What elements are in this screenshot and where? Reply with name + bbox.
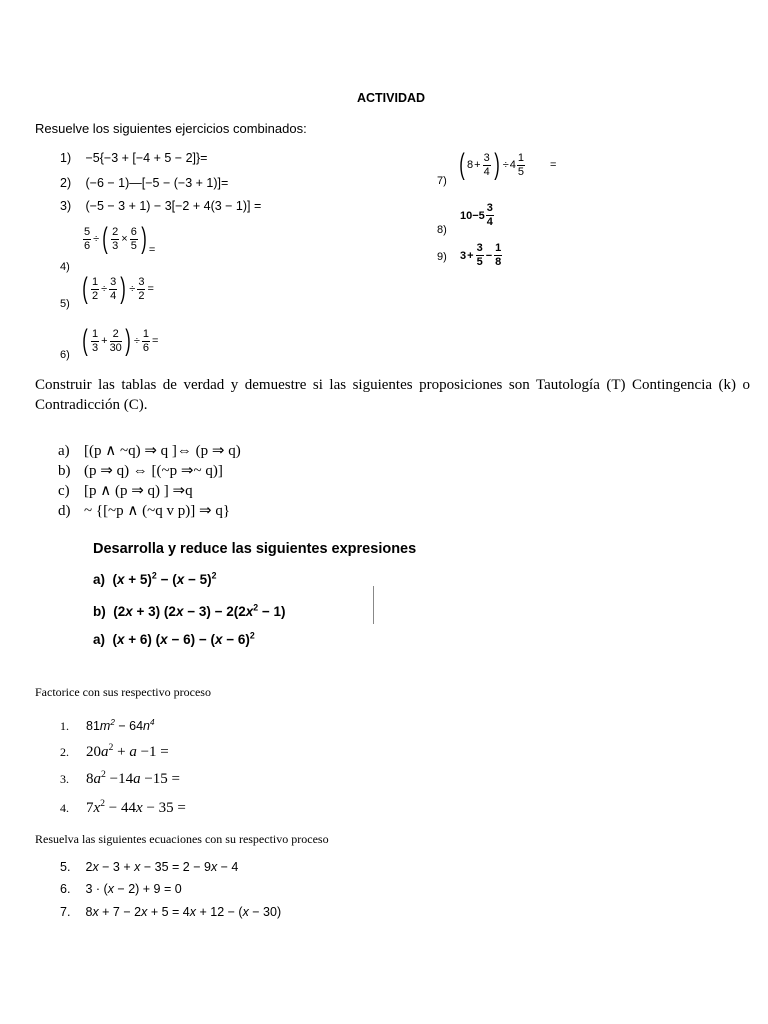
operator: + bbox=[474, 159, 481, 171]
proposition-text: ~ {[~p ∧ (~q v p)] ⇒ q} bbox=[84, 503, 231, 519]
frac-num: 3 bbox=[476, 242, 483, 254]
factor-item-2: 2. $20a^2 + a -1$ = bbox=[60, 742, 169, 760]
item-number: 3. bbox=[60, 772, 69, 786]
equals-sign: = bbox=[549, 159, 557, 171]
left-paren: ( bbox=[82, 272, 88, 305]
right-paren: ) bbox=[120, 272, 127, 305]
page-title: ACTIVIDAD bbox=[356, 91, 426, 105]
item-number: 7. bbox=[60, 905, 71, 919]
equation-6: 6. 3 · (x − 2) + 9 = 0 bbox=[60, 882, 182, 896]
frac-den: 4 bbox=[483, 165, 490, 178]
frac-den: 2 bbox=[92, 289, 99, 302]
operator: ÷ bbox=[93, 233, 100, 245]
exercise-1 bbox=[60, 151, 207, 165]
proposition-label: d) bbox=[58, 503, 71, 519]
proposition-text: [p ∧ (p ⇒ q) ] ⇒q bbox=[84, 483, 193, 499]
operator: × bbox=[121, 233, 128, 245]
intro-text: Resuelve los siguientes ejercicios combinados: bbox=[35, 121, 307, 136]
exercise-2 bbox=[60, 176, 228, 190]
proposition-a bbox=[58, 441, 241, 460]
operator: ÷ bbox=[502, 159, 509, 171]
equation-7: 7. 8x + 7 − 2x + 5 = 4x + 12 − (x − 30) bbox=[60, 905, 282, 919]
operator: ÷ bbox=[101, 283, 108, 295]
whole-number: 3 bbox=[460, 249, 467, 262]
frac-num: 3 bbox=[483, 151, 490, 164]
whole-number: 8 bbox=[467, 159, 474, 171]
proposition-b bbox=[58, 461, 223, 480]
item-number: 2. bbox=[60, 745, 69, 759]
frac-num: 3 bbox=[110, 275, 117, 288]
exercise-9-number: 9) bbox=[437, 251, 447, 263]
equation-5: 5. 2x − 3 + x − 35 = 2 − 9x − 4 bbox=[60, 860, 239, 874]
frac-den: 5 bbox=[476, 256, 483, 268]
exercise-4-expression bbox=[82, 222, 155, 256]
exercise-expression: (−6 − 1)—[−5 − (−3 + 1)]= bbox=[85, 176, 229, 190]
exercise-5-number: 5) bbox=[60, 298, 70, 310]
frac-den: 2 bbox=[138, 289, 145, 302]
exercise-expression: −5{−3 + [−4 + 5 − 2]}= bbox=[85, 151, 208, 165]
left-paren: ( bbox=[459, 148, 465, 181]
mixed-whole: 4 bbox=[509, 159, 516, 171]
frac-num: 1 bbox=[142, 327, 149, 340]
exercise-number: 1) bbox=[60, 151, 72, 165]
frac-den: 30 bbox=[109, 341, 122, 354]
exercise-7-number: 7) bbox=[437, 175, 447, 187]
operator: ÷ bbox=[129, 283, 136, 295]
equals-sign: = bbox=[151, 335, 159, 347]
item-label: a) bbox=[93, 632, 106, 647]
frac-den: 4 bbox=[110, 289, 117, 302]
equals-sign: = bbox=[148, 244, 156, 256]
exercise-8-expression bbox=[460, 203, 495, 228]
frac-den: 8 bbox=[495, 256, 502, 268]
proposition-label: a) bbox=[58, 443, 70, 459]
exercise-9-expression bbox=[460, 243, 503, 268]
exercise-4-number: 4) bbox=[60, 261, 70, 273]
item-number: 5. bbox=[60, 860, 71, 874]
factor-item-4: 4. $7x^2 - 44x - 35$ = bbox=[60, 798, 186, 816]
expand-item-b: b) (2x + 3) $(2x - 3) - 2(2x^2 - 1)$ bbox=[93, 602, 286, 619]
frac-den: 3 bbox=[112, 239, 119, 252]
equals-sign: = bbox=[147, 283, 154, 295]
item-label: a) bbox=[93, 572, 106, 587]
exercise-7-expression bbox=[457, 150, 556, 180]
frac-num: 1 bbox=[92, 275, 99, 288]
proposition-d bbox=[58, 501, 230, 520]
frac-den: 4 bbox=[486, 216, 493, 228]
frac-den: 3 bbox=[92, 341, 99, 354]
proposition-text: [(p ∧ ~q) ⇒ q ]⇔ (p ⇒ q) bbox=[84, 443, 241, 459]
right-paren: ) bbox=[125, 324, 131, 357]
item-number: 6. bbox=[60, 882, 71, 896]
operator: − bbox=[485, 249, 493, 262]
proposition-label: b) bbox=[58, 463, 71, 479]
item-number: 4. bbox=[60, 801, 69, 815]
operator: ÷ bbox=[133, 335, 140, 347]
exercise-5-expression bbox=[80, 274, 155, 304]
factor-title: Factorice con sus respectivo proceso bbox=[35, 685, 211, 699]
exercise-number: 2) bbox=[60, 176, 72, 190]
proposition-label: c) bbox=[58, 483, 70, 499]
exercise-6-expression bbox=[80, 326, 159, 356]
proposition-text: (p ⇒ q) ⇔ [(~p ⇒~ q)] bbox=[84, 463, 223, 479]
truth-tables-instructions: Construir las tablas de verdad y demuestre si las siguientes proposiciones son Tautología (T) Contingencia (k) o Contradicción (C). bbox=[35, 377, 750, 413]
equations-title: Resuelva las siguientes ecuaciones con su respectivo proceso bbox=[35, 832, 329, 846]
frac-num: 1 bbox=[92, 327, 99, 340]
factor-item-3: 3. $8a^2 -14a -15$ = bbox=[60, 769, 181, 787]
box-border bbox=[373, 586, 374, 624]
operator: + bbox=[467, 249, 474, 262]
frac-num: 3 bbox=[486, 202, 493, 214]
right-paren: ) bbox=[141, 222, 147, 255]
frac-num: 1 bbox=[495, 242, 502, 254]
frac-num: 2 bbox=[112, 225, 119, 238]
exercise-6-number: 6) bbox=[60, 349, 70, 361]
left-paren: ( bbox=[82, 324, 88, 357]
frac-num: 2 bbox=[110, 329, 122, 342]
exercise-3 bbox=[60, 199, 261, 213]
frac-num: 1 bbox=[517, 151, 524, 164]
frac-den: 5 bbox=[130, 239, 137, 252]
frac-den: 6 bbox=[84, 239, 91, 252]
whole-expression: 10−5 bbox=[460, 209, 485, 222]
expand-box-heading: Desarrolla y reduce las siguientes expresiones bbox=[93, 541, 417, 557]
frac-den: 6 bbox=[142, 341, 149, 354]
expand-item-a: a) $(x + 5)^2 - (x - 5)^2$ bbox=[93, 570, 217, 587]
item-number: 1. bbox=[60, 719, 69, 733]
frac-num: 6 bbox=[130, 225, 137, 238]
frac-den: 5 bbox=[517, 165, 524, 178]
exercise-expression: (−5 − 3 + 1) − 3[−2 + 4(3 − 1)] = bbox=[85, 199, 262, 213]
operator: + bbox=[101, 335, 108, 347]
exercise-8-number: 8) bbox=[437, 224, 447, 236]
proposition-c bbox=[58, 481, 193, 500]
right-paren: ) bbox=[493, 148, 500, 181]
item-label: b) bbox=[93, 604, 106, 619]
expand-item-c: a) (x + 6) $(x - 6) - (x - 6)^2$ bbox=[93, 630, 255, 647]
factor-item-1: 1. $81m^2 - 64n^4$ bbox=[60, 717, 155, 733]
left-paren: ( bbox=[102, 222, 108, 255]
frac-num: 5 bbox=[84, 225, 91, 238]
frac-num: 3 bbox=[138, 275, 145, 288]
exercise-number: 3) bbox=[60, 199, 72, 213]
